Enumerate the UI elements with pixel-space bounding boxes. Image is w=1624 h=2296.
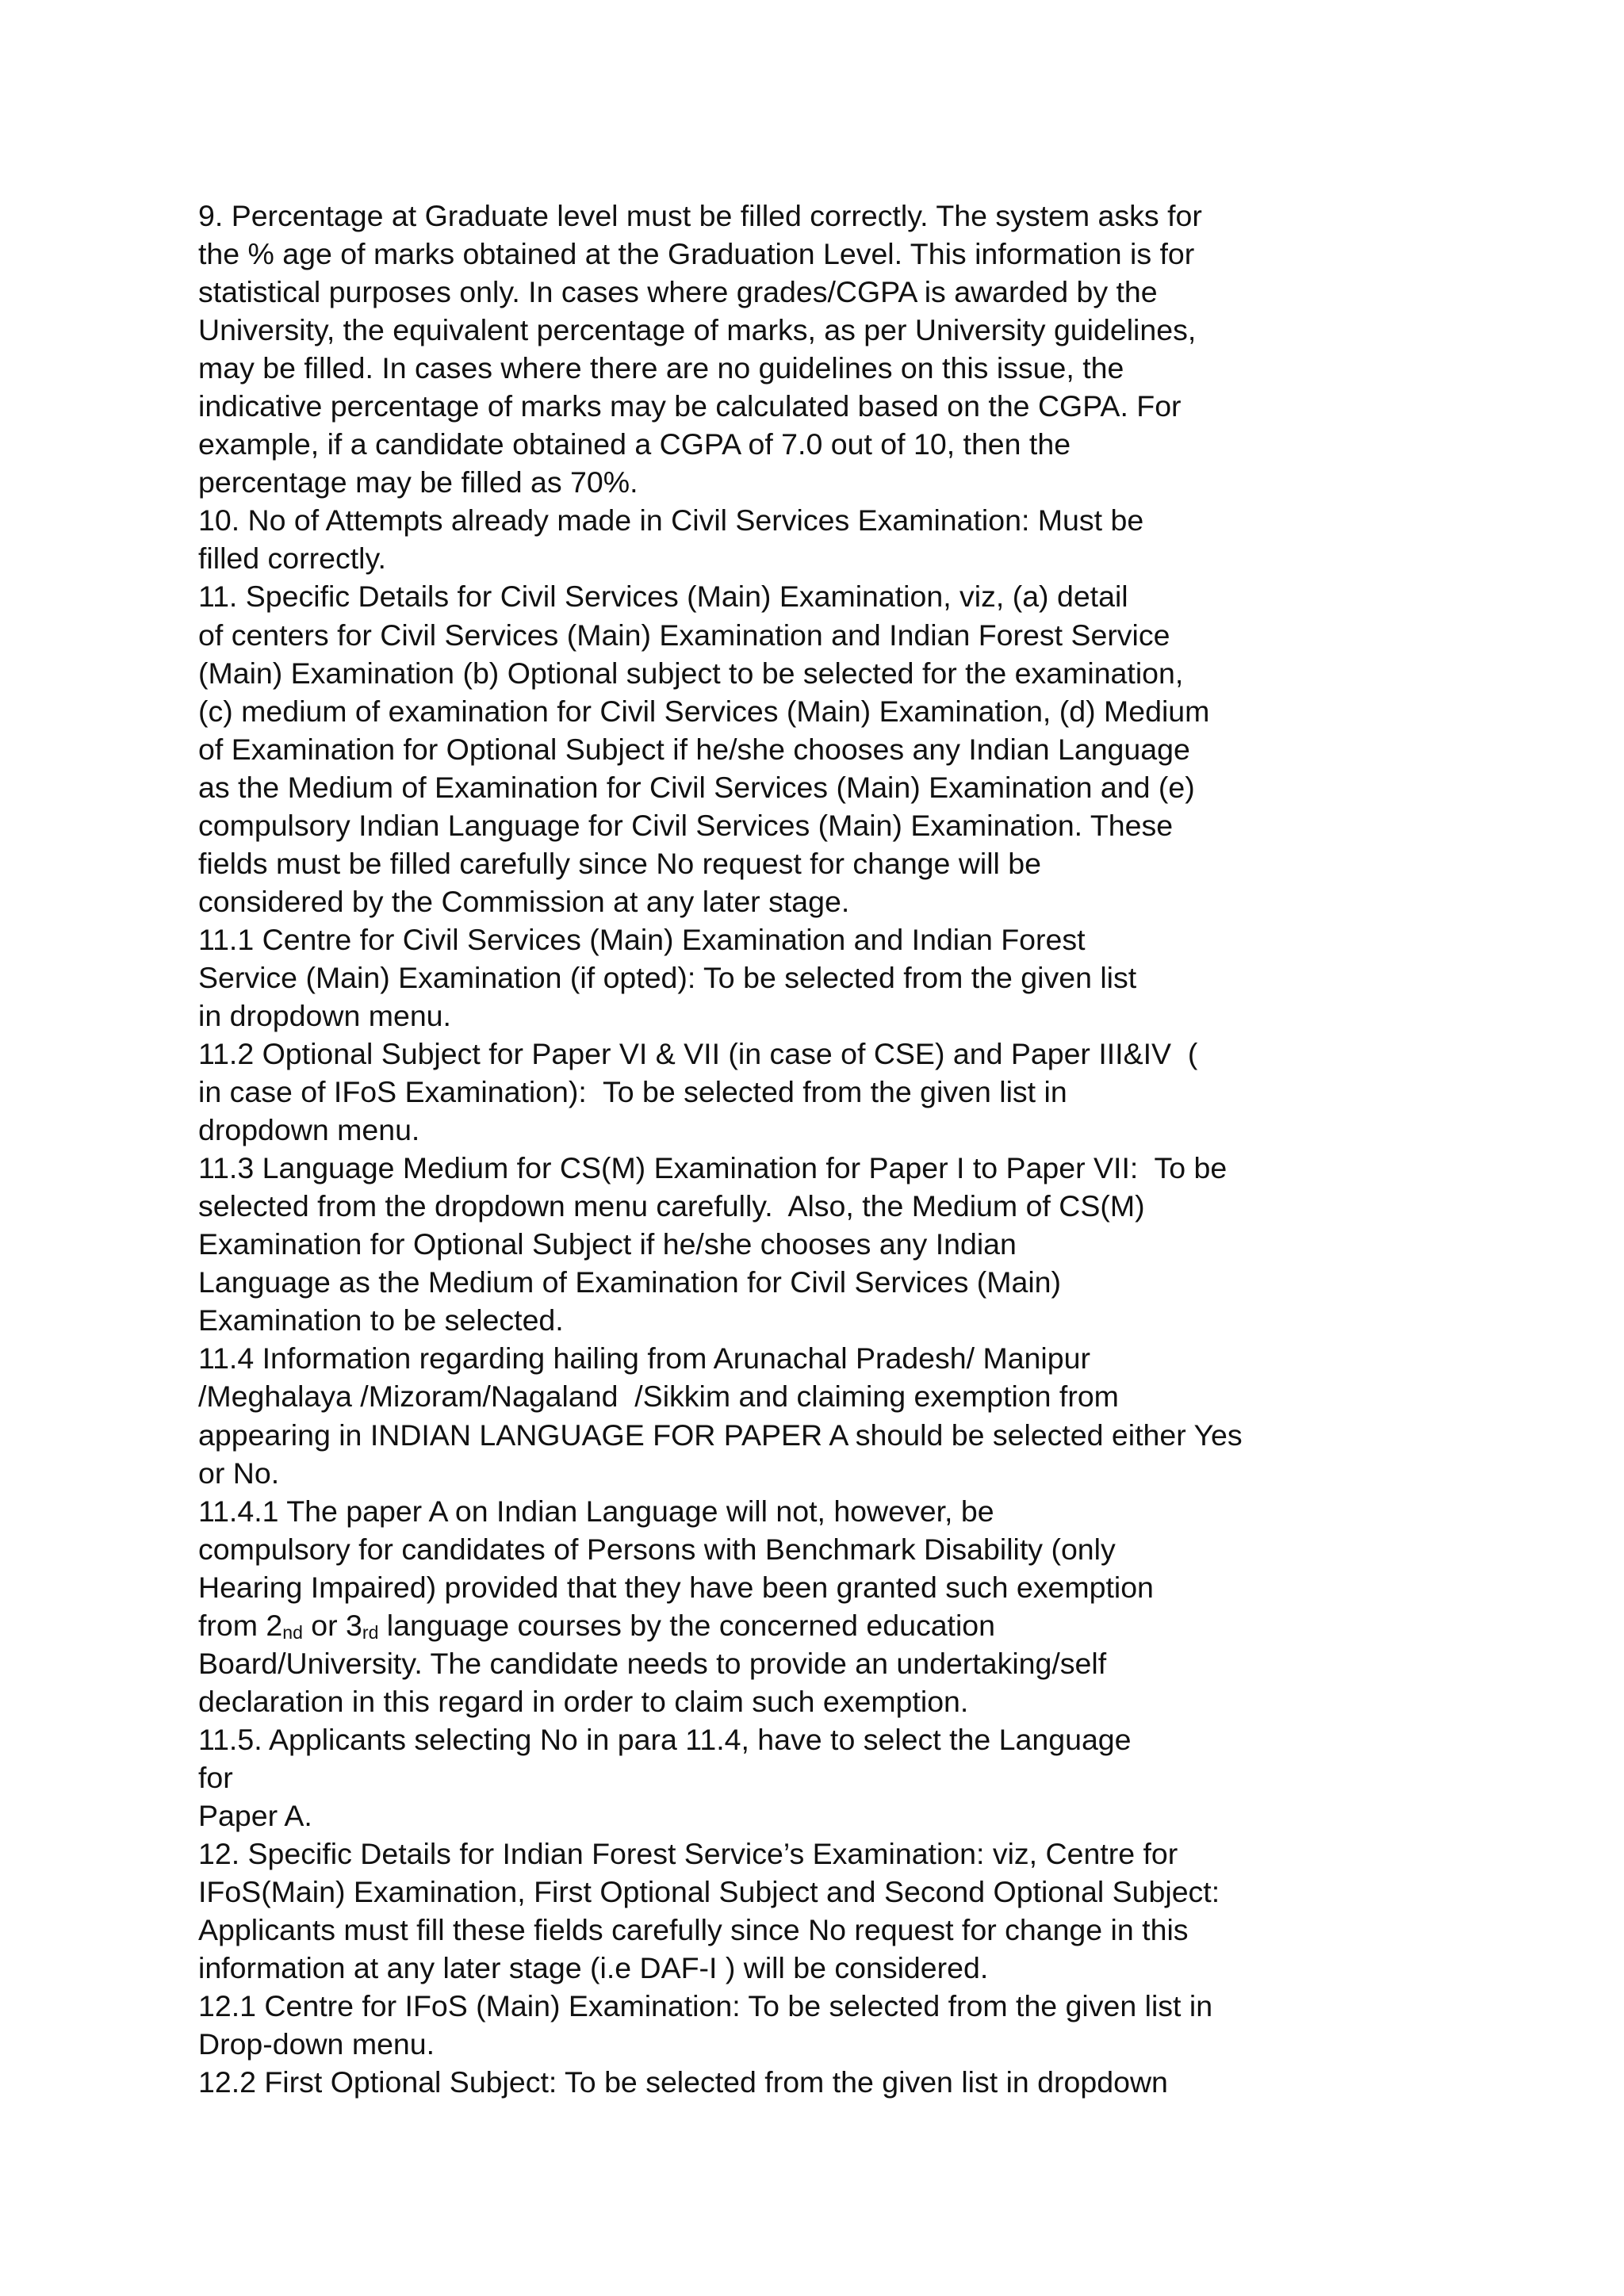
document-body	[198, 197, 1435, 2101]
text-line: statistical purposes only. In cases where grades/CGPA is awarded by the	[198, 275, 1158, 309]
text-line: Applicants must fill these fields carefully since No request for change in this	[198, 1913, 1189, 1947]
text-line: in case of IFoS Examination): To be selected from the given list in	[198, 1075, 1067, 1109]
text-line: for	[198, 1760, 233, 1794]
text-line: Examination for Optional Subject if he/she chooses any Indian	[198, 1227, 1017, 1261]
text-line: indicative percentage of marks may be calculated based on the CGPA. For	[198, 389, 1182, 423]
text-line: /Meghalaya /Mizoram/Nagaland /Sikkim and claiming exemption from	[198, 1380, 1119, 1414]
text-line: compulsory Indian Language for Civil Services (Main) Examination. These	[198, 808, 1174, 842]
text-line: percentage may be filled as 70%.	[198, 465, 638, 499]
text-line: Service (Main) Examination (if opted): To be selected from the given list	[198, 960, 1137, 994]
text-line: 9. Percentage at Graduate level must be filled correctly. The system asks for	[198, 199, 1202, 232]
text-line: as the Medium of Examination for Civil Services (Main) Examination and (e)	[198, 770, 1195, 804]
text-line: example, if a candidate obtained a CGPA of 7.0 out of 10, then the	[198, 427, 1071, 461]
text-line: Hearing Impaired) provided that they have been granted such exemption	[198, 1570, 1154, 1604]
text-line: Language as the Medium of Examination for Civil Services (Main)	[198, 1265, 1061, 1299]
text-line: 11.1 Centre for Civil Services (Main) Examination and Indian Forest	[198, 922, 1086, 956]
text-line: 12. Specific Details for Indian Forest Service’s Examination: viz, Centre for	[198, 1837, 1178, 1871]
text-line-ordinals	[198, 1606, 1435, 1644]
text-line: 11.5. Applicants selecting No in para 11.4, have to select the Language	[198, 1722, 1132, 1756]
text-line: 12.1 Centre for IFoS (Main) Examination: To be selected from the given list in	[198, 1989, 1213, 2023]
text-line: 10. No of Attempts already made in Civil Services Examination: Must be	[198, 503, 1144, 538]
text-line: IFoS(Main) Examination, First Optional Subject and Second Optional Subject:	[198, 1875, 1220, 1909]
text-line: dropdown menu.	[198, 1113, 420, 1147]
text-line: Paper A.	[198, 1798, 312, 1832]
text-line: 11.4.1 The paper A on Indian Language will not, however, be	[198, 1494, 994, 1528]
text-line: (c) medium of examination for Civil Services (Main) Examination, (d) Medium	[198, 694, 1210, 728]
text-line: 11.3 Language Medium for CS(M) Examination for Paper I to Paper VII: To be	[198, 1151, 1228, 1185]
text-line: Drop-down menu.	[198, 2027, 435, 2061]
text-line: fields must be filled carefully since No request for change will be	[198, 846, 1042, 880]
text-line: of Examination for Optional Subject if he/she chooses any Indian Language	[198, 732, 1190, 766]
text-line: of centers for Civil Services (Main) Examination and Indian Forest Service	[198, 618, 1170, 652]
ordinal-rest: language courses by the concerned education	[378, 1608, 996, 1642]
text-line: appearing in INDIAN LANGUAGE FOR PAPER A should be selected either Yes	[198, 1418, 1243, 1452]
text-line: filled correctly.	[198, 541, 386, 576]
text-line: may be filled. In cases where there are no guidelines on this issue, the	[198, 351, 1124, 385]
text-line: 11.4 Information regarding hailing from Arunachal Pradesh/ Manipur	[198, 1341, 1090, 1376]
ordinal-from: from 2	[198, 1608, 283, 1642]
text-line: selected from the dropdown menu carefully. Also, the Medium of CS(M)	[198, 1189, 1145, 1223]
text-line: 11.2 Optional Subject for Paper VI & VII (in case of CSE) and Paper III&IV (	[198, 1037, 1198, 1071]
text-line: 12.2 First Optional Subject: To be selected from the given list in dropdown	[198, 2065, 1168, 2099]
paragraph-lines-before	[198, 197, 1435, 1606]
text-line: 11. Specific Details for Civil Services (Main) Examination, viz, (a) detail	[198, 580, 1128, 614]
ordinal-sup-nd: nd	[282, 1621, 303, 1643]
text-line: considered by the Commission at any later stage.	[198, 884, 850, 918]
text-line: or No.	[198, 1456, 280, 1490]
text-line: University, the equivalent percentage of marks, as per University guidelines,	[198, 313, 1197, 347]
text-line: the % age of marks obtained at the Graduation Level. This information is for	[198, 237, 1195, 271]
text-line: information at any later stage (i.e DAF-I ) will be considered.	[198, 1951, 989, 1985]
text-line: declaration in this regard in order to claim such exemption.	[198, 1684, 969, 1718]
ordinal-or: or 3	[302, 1608, 362, 1642]
text-line: (Main) Examination (b) Optional subject to be selected for the examination,	[198, 656, 1184, 690]
paragraph-lines-after	[198, 1644, 1435, 2102]
text-line: Examination to be selected.	[198, 1303, 564, 1337]
text-line: in dropdown menu.	[198, 998, 451, 1032]
text-line: Board/University. The candidate needs to provide an undertaking/self	[198, 1646, 1107, 1680]
text-line: compulsory for candidates of Persons with Benchmark Disability (only	[198, 1532, 1116, 1566]
ordinal-sup-rd: rd	[362, 1621, 379, 1643]
